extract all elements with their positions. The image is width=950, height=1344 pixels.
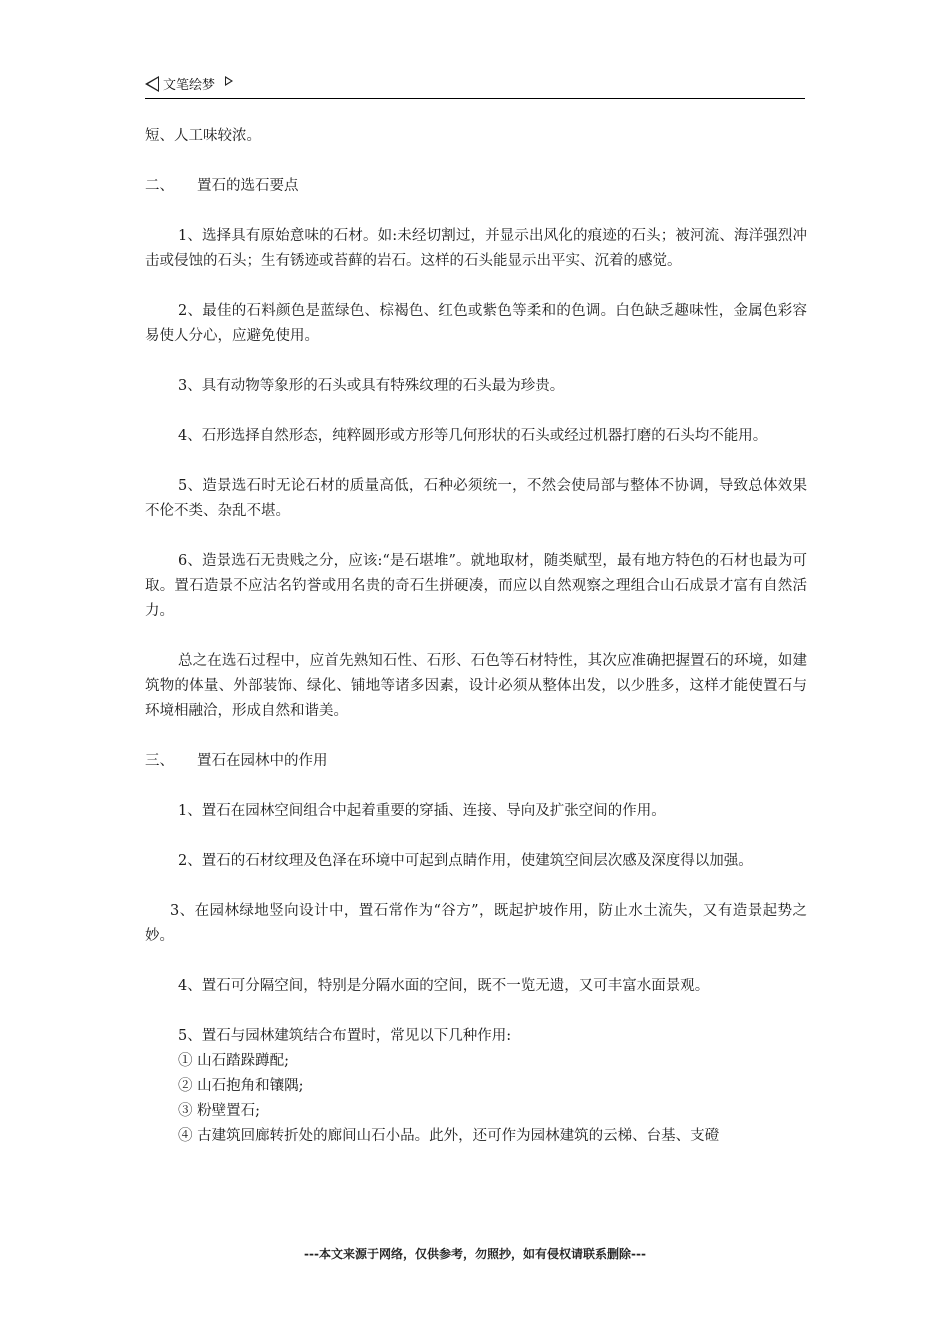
page-header: [145, 72, 805, 99]
heading-number: 三、: [145, 753, 174, 769]
triangle-right-icon: [225, 76, 233, 86]
triangle-left-icon: [145, 76, 159, 92]
paragraph: 3、在园林绿地竖向设计中，置石常作为“谷方”，既起护坡作用，防止水土流失，又有造景起势之妙。: [145, 903, 807, 944]
paragraph: 1、选择具有原始意味的石材。如:未经切割过，并显示出风化的痕迹的石头；被河流、海洋强烈冲击或侵蚀的石头；生有锈迹或苔藓的岩石。这样的石头能显示出平实、沉着的感觉。: [145, 228, 807, 269]
list-item: ③ 粉壁置石;: [178, 1103, 260, 1119]
document-body: [145, 124, 807, 1149]
list-item: ④ 古建筑回廊转折处的廊间山石小品。此外，还可作为园林建筑的云梯、台基、支磴: [178, 1128, 720, 1144]
paragraph: 1、置石在园林空间组合中起着重要的穿插、连接、导向及扩张空间的作用。: [178, 803, 666, 819]
paragraph: 4、石形选择自然形态，纯粹圆形或方形等几何形状的石头或经过机器打磨的石头均不能用。: [178, 428, 768, 444]
page-footer: ---本文来源于网络，仅供参考，勿照抄，如有侵权请联系删除---: [304, 1247, 646, 1261]
heading-text: 置石在园林中的作用: [197, 753, 328, 769]
paragraph: 4、置石可分隔空间，特别是分隔水面的空间，既不一览无遗，又可丰富水面景观。: [178, 978, 710, 994]
paragraph: 短、人工味较浓。: [145, 128, 261, 144]
paragraph: 6、造景选石无贵贱之分，应该:“是石堪堆”。就地取材，随类赋型，最有地方特色的石材也最为可取。置石造景不应沽名钓誉或用名贵的奇石生拼硬凑，而应以自然观察之理组合山石成景才富有自然活力。: [145, 553, 807, 619]
header-brand: [145, 74, 233, 93]
paragraph: 2、置石的石材纹理及色泽在环境中可起到点睛作用，使建筑空间层次感及深度得以加强。: [178, 853, 753, 869]
paragraph: 2、最佳的石料颜色是蓝绿色、棕褐色、红色或紫色等柔和的色调。白色缺乏趣味性，金属色彩容易使人分心，应避免使用。: [145, 303, 807, 344]
paragraph: 总之在选石过程中，应首先熟知石性、石形、石色等石材特性，其次应准确把握置石的环境，如建筑物的体量、外部装饰、绿化、铺地等诸多因素，设计必须从整体出发，以少胜多，这样才能使置石与环境相融洽，形成自然和谐美。: [145, 653, 807, 719]
list-item: ① 山石踏跺蹲配;: [178, 1053, 289, 1069]
heading-text: 置石的选石要点: [197, 178, 299, 194]
heading-number: 二、: [145, 178, 174, 194]
paragraph: 3、具有动物等象形的石头或具有特殊纹理的石头最为珍贵。: [178, 378, 565, 394]
section-heading: [145, 174, 807, 199]
section-heading: [145, 749, 807, 774]
brand-text: 文笔绘梦: [163, 78, 216, 93]
paragraph: 5、造景选石时无论石材的质量高低，石种必须统一，不然会使局部与整体不协调，导致总体效果不伦不类、杂乱不堪。: [145, 478, 807, 519]
paragraph: 5、置石与园林建筑结合布置时，常见以下几种作用:: [178, 1028, 512, 1044]
list-item: ② 山石抱角和镶隅;: [178, 1078, 304, 1094]
